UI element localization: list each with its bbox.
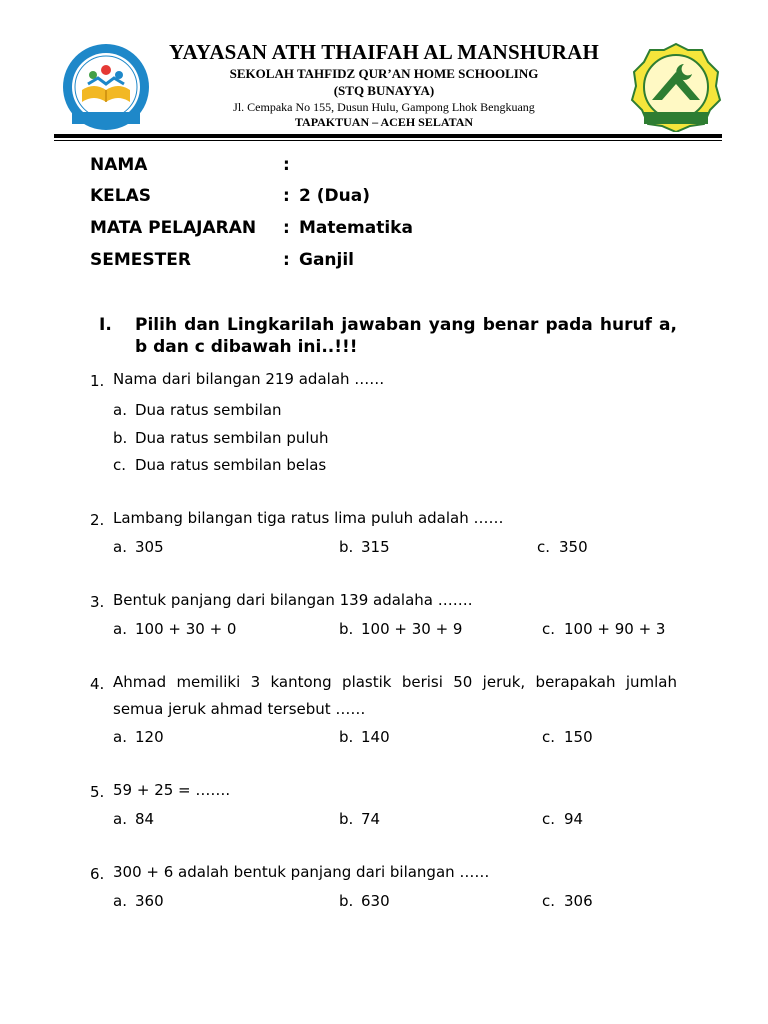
option-text: 150 [564, 728, 593, 746]
option-b[interactable] [339, 892, 390, 910]
school-address: Jl. Cempaka No 155, Dusun Hulu, Gampong Lhok Bengkuang [233, 100, 535, 114]
option-letter: a. [113, 401, 127, 419]
header-divider [54, 134, 722, 138]
question-number: 3. [90, 593, 105, 611]
option-text: Dua ratus sembilan [135, 401, 282, 419]
option-text: 84 [135, 810, 155, 828]
question-number: 6. [90, 865, 105, 883]
info-label: SEMESTER [90, 250, 191, 270]
option-a[interactable] [113, 538, 164, 556]
option-letter: a. [113, 728, 127, 746]
question-text: Nama dari bilangan 219 adalah …… [113, 370, 385, 388]
option-a[interactable] [113, 620, 236, 638]
option-c[interactable] [542, 620, 665, 638]
option-b[interactable] [339, 810, 380, 828]
option-a[interactable] [113, 401, 282, 419]
letterhead [0, 0, 768, 140]
option-text: 350 [559, 538, 588, 556]
option-text: 74 [361, 810, 381, 828]
school-name: SEKOLAH TAHFIDZ QUR’AN HOME SCHOOLING [229, 66, 539, 81]
foundation-title: YAYASAN ATH THAIFAH AL MANSHURAH [169, 40, 599, 64]
option-b[interactable] [339, 728, 390, 746]
question-text: Ahmad memiliki 3 kantong plastik berisi 50 jeruk, berapakah jumlah semua jeruk ahmad tersebut …… [113, 673, 677, 718]
option-letter: c. [542, 892, 556, 910]
option-text: 305 [135, 538, 164, 556]
question-number: 5. [90, 783, 105, 801]
option-text: 100 + 90 + 3 [564, 620, 666, 638]
school-abbreviation: (STQ BUNAYYA) [333, 83, 435, 98]
header-divider-thin [54, 140, 722, 141]
school-city: TAPAKTUAN – ACEH SELATAN [294, 115, 474, 129]
option-letter: a. [113, 892, 127, 910]
option-c[interactable] [537, 538, 588, 556]
option-letter: a. [113, 810, 127, 828]
option-c[interactable] [542, 728, 593, 746]
question-text: Bentuk panjang dari bilangan 139 adalaha ……. [113, 591, 473, 609]
info-value: 2 (Dua) [299, 186, 370, 206]
option-text: 120 [135, 728, 164, 746]
option-text: 100 + 30 + 0 [135, 620, 237, 638]
option-text: 94 [564, 810, 584, 828]
info-label: KELAS [90, 186, 152, 206]
option-text: Dua ratus sembilan belas [135, 456, 327, 474]
option-letter: a. [113, 538, 127, 556]
option-text: Dua ratus sembilan puluh [135, 429, 329, 447]
option-letter: c. [537, 538, 551, 556]
option-c[interactable] [113, 456, 326, 474]
question-number: 4. [90, 675, 105, 693]
option-letter: c. [113, 456, 127, 474]
option-a[interactable] [113, 728, 164, 746]
option-letter: b. [339, 892, 354, 910]
option-text: 360 [135, 892, 164, 910]
option-c[interactable] [542, 892, 593, 910]
question-number: 1. [90, 372, 105, 390]
option-letter: c. [542, 810, 556, 828]
option-c[interactable] [542, 810, 583, 828]
option-a[interactable] [113, 810, 154, 828]
option-text: 100 + 30 + 9 [361, 620, 463, 638]
option-text: 306 [564, 892, 593, 910]
info-colon: : [283, 155, 290, 175]
option-b[interactable] [339, 620, 462, 638]
option-letter: b. [339, 810, 354, 828]
option-letter: b. [339, 728, 354, 746]
info-colon: : [283, 186, 290, 206]
option-letter: b. [339, 620, 354, 638]
info-label: NAMA [90, 155, 148, 175]
question-text: Lambang bilangan tiga ratus lima puluh adalah …… [113, 509, 504, 527]
info-colon: : [283, 218, 290, 238]
option-text: 140 [361, 728, 390, 746]
option-letter: a. [113, 620, 127, 638]
option-text: 630 [361, 892, 390, 910]
question-number: 2. [90, 511, 105, 529]
question-text: 300 + 6 adalah bentuk panjang dari bilangan …… [113, 863, 490, 881]
option-letter: c. [542, 620, 556, 638]
question-text: 59 + 25 = ……. [113, 781, 231, 799]
info-value: Matematika [299, 218, 413, 238]
option-b[interactable] [113, 429, 329, 447]
option-b[interactable] [339, 538, 390, 556]
option-text: 315 [361, 538, 390, 556]
option-letter: c. [542, 728, 556, 746]
info-label: MATA PELAJARAN [90, 218, 257, 238]
option-letter: b. [339, 538, 354, 556]
info-value: Ganjil [299, 250, 355, 270]
option-a[interactable] [113, 892, 164, 910]
info-colon: : [283, 250, 290, 270]
section-text: Pilih dan Lingkarilah jawaban yang benar pada huruf a, b dan c dibawah ini..!!! [135, 315, 677, 357]
option-letter: b. [113, 429, 128, 447]
section-number: I. [99, 315, 112, 335]
